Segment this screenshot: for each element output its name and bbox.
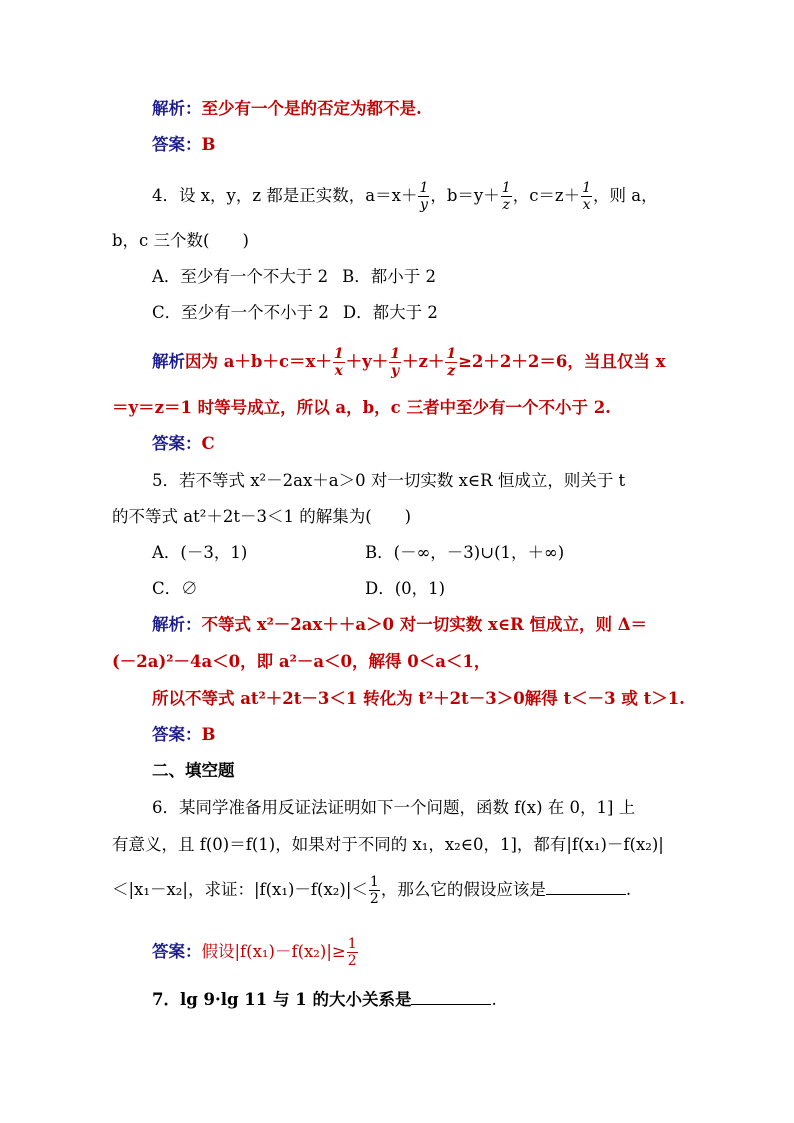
q4-option-a: A．至少有一个不大于 2	[152, 267, 329, 286]
q5-analysis-line2: (－2a)²－4a＜0，即 a²－a＜0，解得 0＜a＜1，	[112, 652, 491, 671]
q6-answer-text: 假设|f(x₁)－f(x₂)|≥	[201, 942, 346, 961]
q6-answer	[152, 936, 359, 969]
q4-analysis-p3: ＋z＋	[401, 352, 445, 371]
q4-stem-line2: b，c 三个数( )	[112, 231, 249, 250]
answer-label: 答案：	[152, 725, 202, 744]
q6-stem-line2: 有意义，且 f(0)＝f(1)，如果对于不同的 x₁，x₂∈0，1]，都有|f(x₁)－f(x₂)|	[112, 835, 664, 854]
q4-frac-1-over-x: $\frac{1}{x}$	[582, 180, 592, 213]
q6-stem-line3-end: .	[625, 880, 632, 899]
q4-option-c: C．至少有一个不小于 2	[152, 303, 329, 322]
q4-analysis-frac-x: $\frac{1}{x}$	[333, 346, 344, 379]
answer-value: C	[201, 434, 215, 453]
q5-answer	[152, 724, 215, 746]
q4-frac-1-over-y: $\frac{1}{y}$	[419, 180, 429, 213]
q5-option-b: B．(－∞，－3)∪(1，＋∞)	[365, 543, 565, 562]
q4-options-row2	[152, 302, 438, 324]
q5-option-a: A．(－3，1)	[152, 543, 248, 562]
q4-analysis-line2: ＝y＝z＝1 时等号成立，所以 a，b，c 三者中至少有一个不小于 2.	[112, 398, 611, 417]
q4-stem-prefix: 4．设 x，y，z 都是正实数，a＝x＋	[152, 186, 418, 205]
q4-stem-b: ，b＝y＋	[430, 186, 500, 205]
answer-label: 答案：	[152, 942, 202, 961]
q4-options-row1	[152, 266, 436, 288]
q4-option-d: D．都大于 2	[342, 303, 438, 322]
q6-frac-half: $\frac{1}{2}$	[369, 874, 379, 907]
answer-blank[interactable]	[546, 878, 626, 895]
q5-analysis-text1: 不等式 x²－2ax＋＋a＞0 对一切实数 x∈R 恒成立，则 Δ＝	[201, 615, 648, 634]
answer-label: 答案：	[152, 434, 202, 453]
q5-option-d: D．(0，1)	[365, 579, 446, 598]
q3-answer	[152, 134, 215, 156]
q5-options-row2	[152, 578, 445, 600]
q6-stem-line3	[112, 874, 631, 907]
answer-value: B	[201, 135, 216, 154]
q4-analysis-p4: ≥2＋2＋2＝6，当且仅当 x	[458, 352, 666, 371]
analysis-label: 解析：	[152, 615, 202, 634]
q6-stem-line3-suffix: ，那么它的假设应该是	[380, 880, 546, 899]
q4-option-b: B．都小于 2	[342, 267, 437, 286]
section-title: 二、填空题	[152, 761, 235, 780]
q5-stem-line2: 的不等式 at²＋2t－3＜1 的解集为( )	[112, 507, 412, 526]
q4-analysis-frac-z: $\frac{1}{z}$	[446, 346, 457, 379]
answer-label: 答案：	[152, 135, 202, 154]
q7-stem	[152, 988, 497, 1011]
q5-analysis-line3: 所以不等式 at²＋2t－3＜1 转化为 t²＋2t－3＞0解得 t＜－3 或 t＞1.	[152, 689, 685, 708]
q4-analysis-line1	[152, 346, 665, 379]
q5-options-row1	[152, 542, 564, 564]
answer-value: B	[201, 725, 216, 744]
q3-analysis	[152, 98, 422, 120]
answer-blank[interactable]	[411, 988, 491, 1005]
q5-analysis-line1	[152, 614, 647, 636]
q6-answer-frac-half: $\frac{1}{2}$	[347, 936, 357, 969]
analysis-text: 至少有一个是的否定为都不是.	[201, 99, 422, 118]
analysis-label: 解析：	[152, 99, 202, 118]
q6-stem-line1: 6．某同学准备用反证法证明如下一个问题，函数 f(x) 在 0，1] 上	[152, 798, 636, 817]
q7-stem-text: 7．lg 9·lg 11 与 1 的大小关系是	[152, 990, 412, 1009]
q4-analysis-frac-y: $\frac{1}{y}$	[390, 346, 400, 379]
q6-stem-line3-prefix: ＜|x₁－x₂|，求证：|f(x₁)－f(x₂)|＜	[112, 880, 368, 899]
q4-stem-line1	[152, 180, 658, 213]
q4-stem-c: ，c＝z＋	[512, 186, 581, 205]
q4-frac-1-over-z: $\frac{1}{z}$	[501, 180, 511, 213]
q4-analysis-p2: ＋y＋	[345, 352, 389, 371]
q4-answer	[152, 433, 215, 455]
analysis-label: 解析	[152, 352, 185, 371]
q4-analysis-p1: 因为 a＋b＋c＝x＋	[185, 352, 332, 371]
q5-stem-line1: 5．若不等式 x²－2ax＋a＞0 对一切实数 x∈R 恒成立，则关于 t	[152, 471, 626, 490]
q5-option-c: C．∅	[152, 579, 198, 598]
q4-stem-tail: ，则 a，	[593, 186, 658, 205]
q7-stem-end: .	[491, 990, 497, 1009]
